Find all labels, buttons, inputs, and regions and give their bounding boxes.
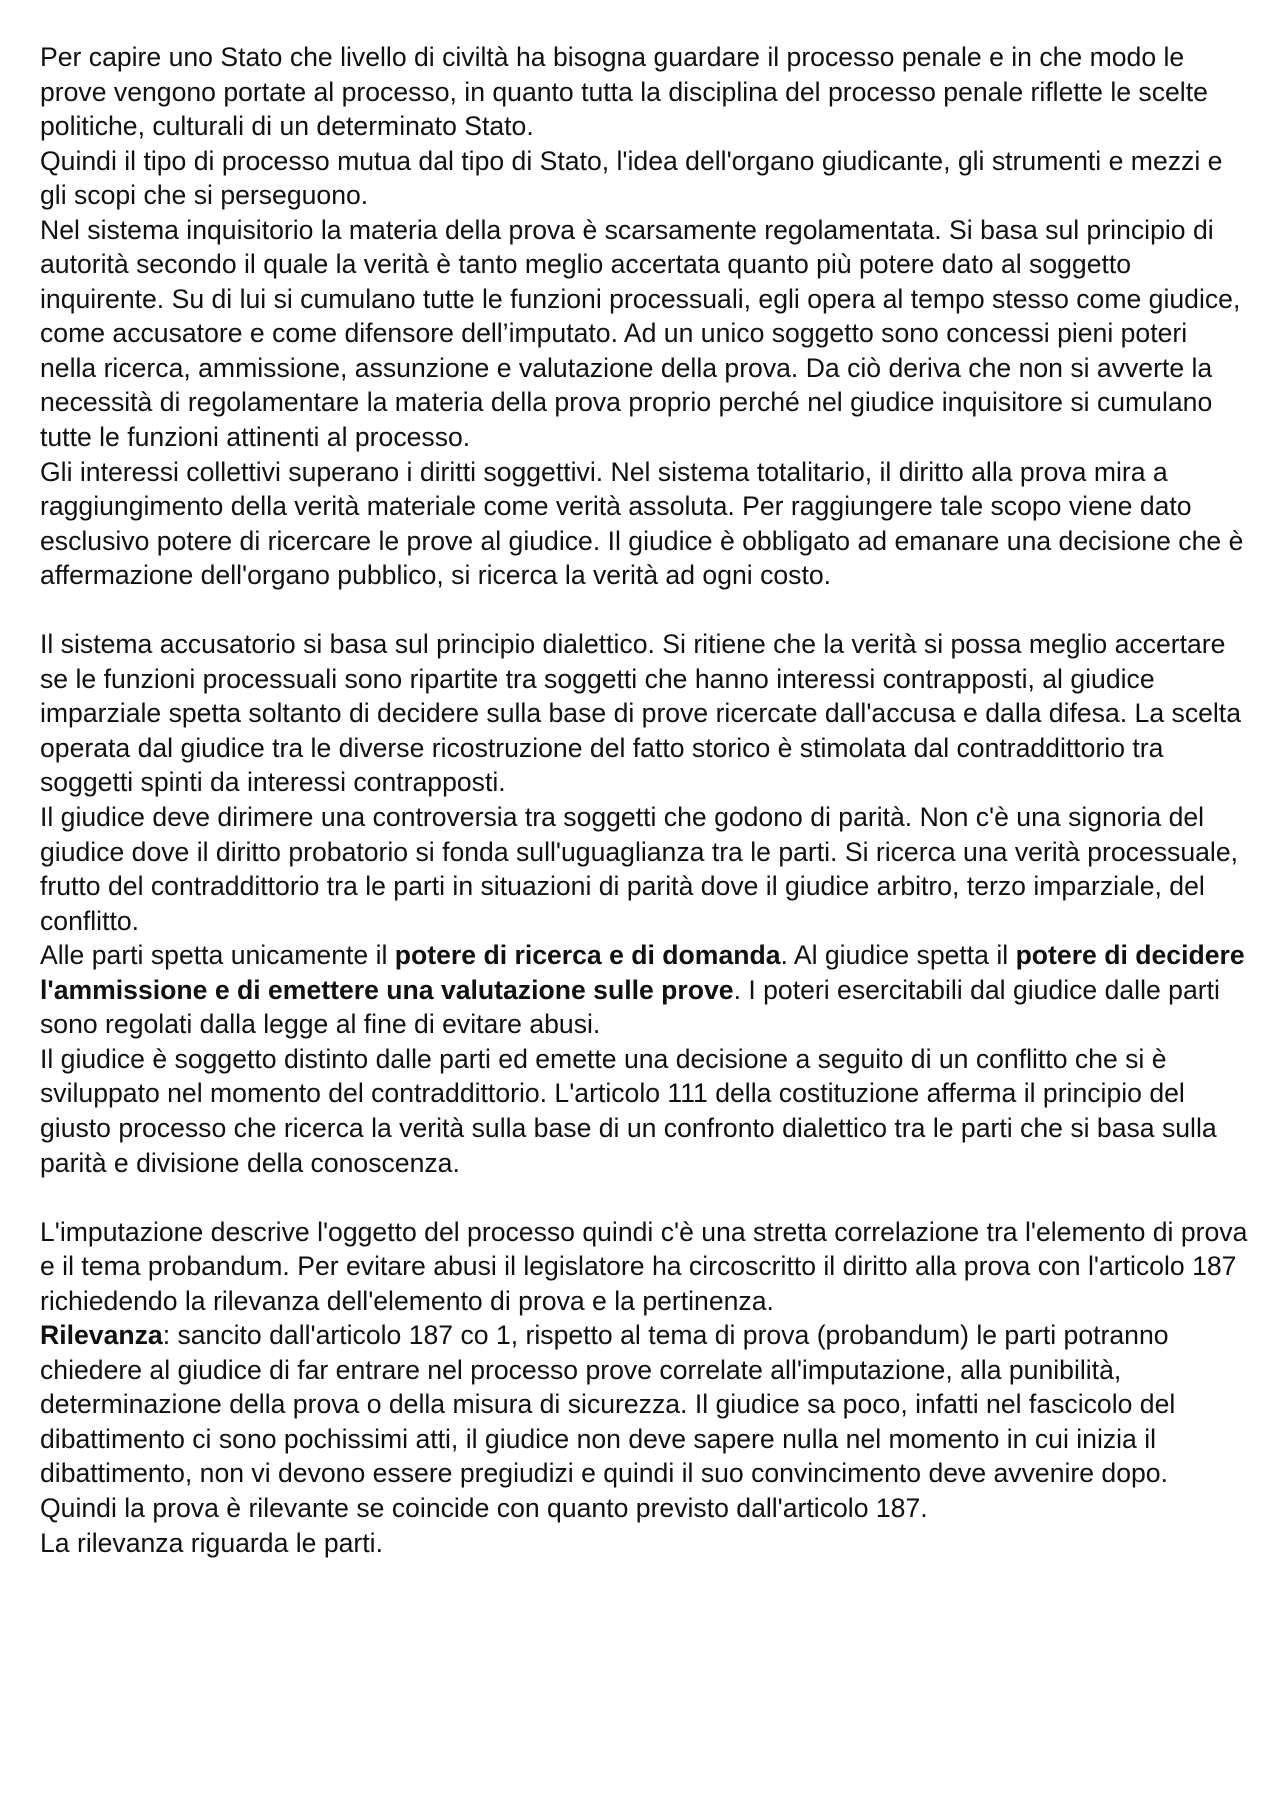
paragraph-collective-interests: Gli interessi collettivi superano i diritti soggettivi. Nel sistema totalitario, il diritto alla prova mira a raggiungimento della verità materiale come verità assoluta. Per raggiungere tale scopo viene dato esclusivo potere di ricercare le prove al giudice. Il giudice è obbligato ad emanare una decisione che è affermazione dell'organo pubblico, si ricerca la verità ad ogni costo. <box>40 456 1244 591</box>
powers-text-e: . I poteri esercitabili dal giudice dalle parti sono regolati dalla legge al fine di evitare abusi. <box>40 974 1220 1040</box>
paragraph-relevance-parties: La rilevanza riguarda le parti. <box>40 1527 383 1558</box>
paragraph-spacer <box>40 593 1248 628</box>
paragraph-judge-parity: Il giudice deve dirimere una controversia tra soggetti che godono di parità. Non c'è una signoria del giudice dove il diritto probatorio si fonda sull'uguaglianza tra le parti. Si ricerca una verità processuale, frutto del contraddittorio tra le parti in situazioni di parità dove il giudice arbitro, terzo imparziale, del conflitto. <box>40 802 1239 936</box>
paragraph-spacer <box>40 1180 1248 1215</box>
paragraph-imputation: L'imputazione descrive l'oggetto del processo quindi c'è una stretta correlazione tra l'elemento di prova e il tema probandum. Per evitare abusi il legislatore ha circoscritto il diritto alla prova con l'articolo 187 richiedendo la rilevanza dell'elemento di prova e la pertinenza. <box>40 1216 1248 1316</box>
powers-bold-decide: potere di decidere l'ammissione e di emettere una valutazione sulle prove <box>40 940 1245 1005</box>
paragraph-powers <box>40 938 1248 1042</box>
paragraph-inquisitorial-system: Nel sistema inquisitorio la materia della prova è scarsamente regolamentata. Si basa sul principio di autorità secondo il quale la verità è tanto meglio accertata quanto più potere dato al soggetto inquirente. Su di lui si cumulano tutte le funzioni processuali, egli opera al tempo stesso come giudice, come accusatore e come difensore dell’imputato. Ad un unico soggetto sono concessi pieni poteri nella ricerca, ammissione, assunzione e valutazione della prova. Da ciò deriva che non si avverte la necessità di regolamentare la materia della prova proprio perché nel giudice inquisitore si cumulano tutte le funzioni attinenti al processo. <box>40 214 1241 453</box>
paragraph-state-type: Quindi il tipo di processo mutua dal tipo di Stato, l'idea dell'organo giudicante, gli strumenti e mezzi e gli scopi che si perseguono. <box>40 145 1223 211</box>
powers-text-a: Alle parti spetta unicamente il <box>40 940 395 971</box>
paragraph-intro: Per capire uno Stato che livello di civiltà ha bisogna guardare il processo penale e in che modo le prove vengono portate al processo, in quanto tutta la disciplina del processo penale riflette le scelte politiche, culturali di un determinato Stato. <box>40 42 1208 142</box>
relevance-text: : sancito dall'articolo 187 co 1, rispetto al tema di prova (probandum) le parti potranno chiedere al giudice di far entrare nel processo prove correlate all'imputazione, alla punibilità, determinazione della prova o della misura di sicurezza. Il giudice sa poco, infatti nel fascicolo del dibattimento ci sono pochissimi atti, il giudice non deve sapere nulla nel momento in cui inizia il dibattimento, non vi devono essere pregiudizi e quindi il suo convincimento deve avvenire dopo. Quindi la prova è rilevante se coincide con quanto previsto dall'articolo 187. <box>40 1320 1176 1523</box>
relevance-term: Rilevanza <box>40 1320 163 1351</box>
powers-text-c: . Al giudice spetta il <box>780 940 1016 971</box>
paragraph-article-111: Il giudice è soggetto distinto dalle parti ed emette una decisione a seguito di un conflitto che si è sviluppato nel momento del contraddittorio. L'articolo 111 della costituzione afferma il principio del giusto processo che ricerca la verità sulla base di un confronto dialettico tra le parti che si basa sulla parità e divisione della conoscenza. <box>40 1043 1217 1178</box>
document-page <box>40 40 1248 1560</box>
paragraph-accusatorial-system: Il sistema accusatorio si basa sul principio dialettico. Si ritiene che la verità si possa meglio accertare se le funzioni processuali sono ripartite tra soggetti che hanno interessi contrapposti, al giudice imparziale spetta soltanto di decidere sulla base di prove ricercate dall'accusa e dalla difesa. La scelta operata dal giudice tra le diverse ricostruzione del fatto storico è stimolata dal contraddittorio tra soggetti spinti da interessi contrapposti. <box>40 629 1241 798</box>
paragraph-relevance <box>40 1318 1248 1525</box>
powers-bold-research: potere di ricerca e di domanda <box>394 940 781 971</box>
